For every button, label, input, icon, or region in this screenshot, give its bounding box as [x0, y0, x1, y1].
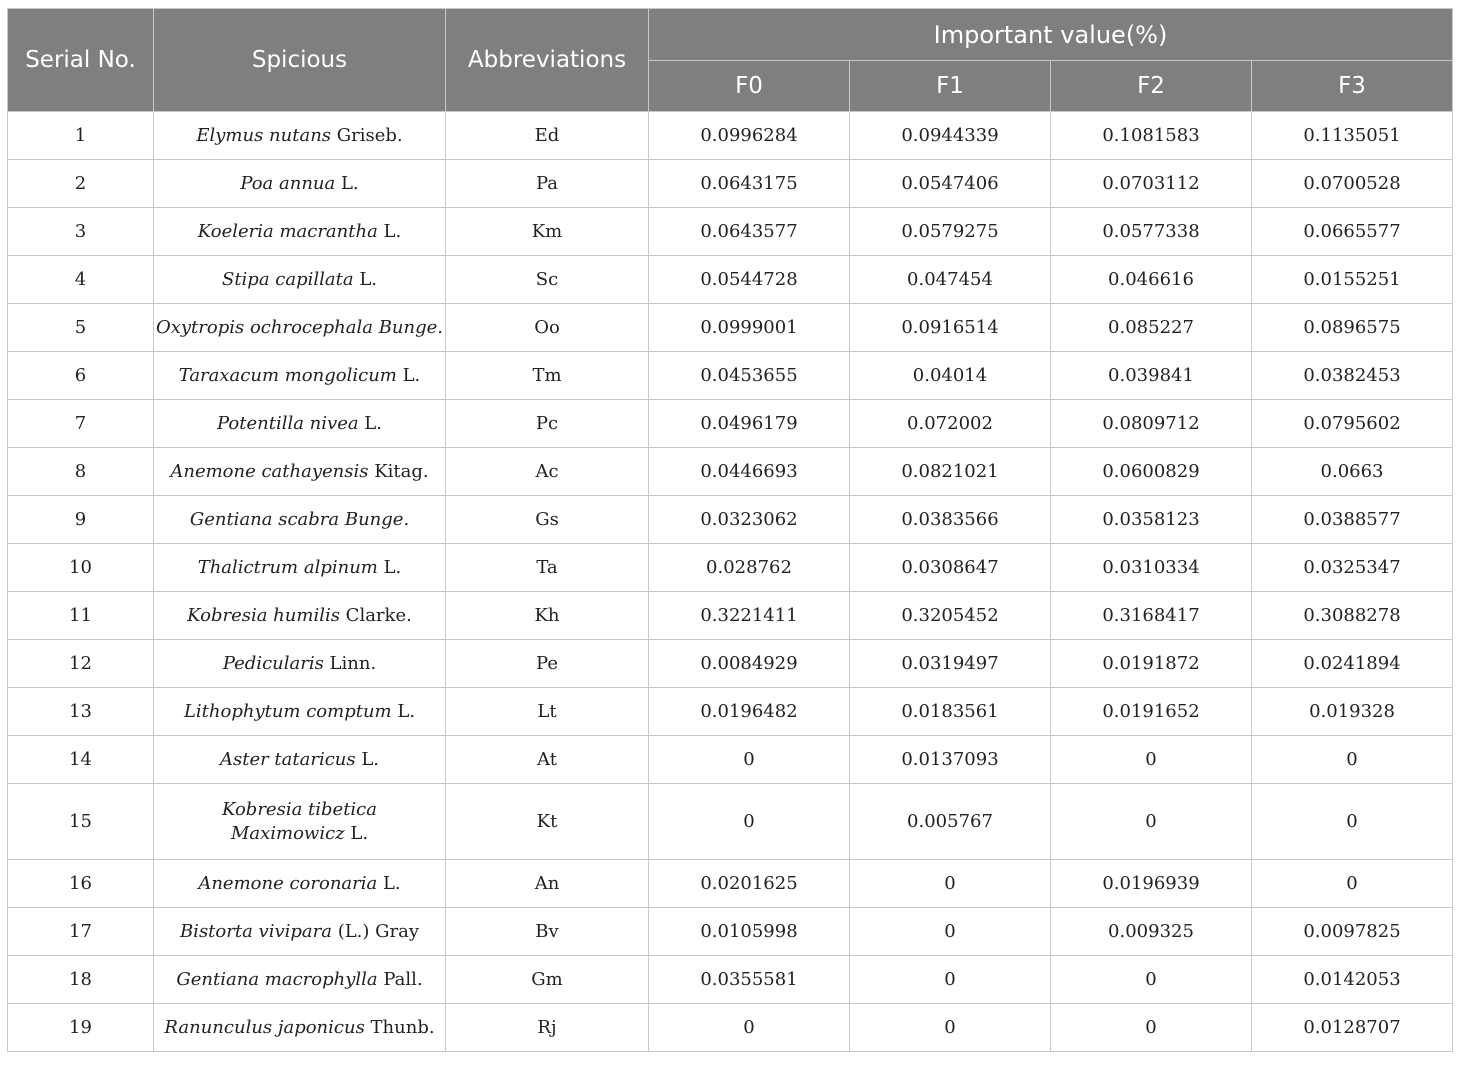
cell-value-f1: 0.047454 — [850, 256, 1051, 304]
table-row — [8, 352, 1453, 400]
cell-species — [154, 160, 446, 208]
species-authority: L. — [377, 556, 402, 578]
cell-value-f2: 0.1081583 — [1051, 112, 1252, 160]
cell-species — [154, 1004, 446, 1052]
cell-abbreviation: At — [446, 736, 649, 784]
cell-abbreviation: Pa — [446, 160, 649, 208]
cell-value-f2: 0.0600829 — [1051, 448, 1252, 496]
cell-value-f3: 0.0155251 — [1252, 256, 1453, 304]
species-scientific-name: Thalictrum alpinum — [197, 556, 378, 578]
table-row — [8, 1004, 1453, 1052]
cell-value-f3: 0.0700528 — [1252, 160, 1453, 208]
species-scientific-name: Aster tataricus — [219, 748, 356, 770]
table-row — [8, 784, 1453, 860]
header-f0: F0 — [649, 61, 850, 112]
cell-species — [154, 860, 446, 908]
species-scientific-name: Gentiana scabra Bunge. — [189, 508, 410, 530]
species-scientific-name: Elymus nutans — [196, 124, 332, 146]
header-important-value: Important value(%) — [649, 9, 1453, 61]
cell-value-f0: 0.028762 — [649, 544, 850, 592]
species-authority: L. — [377, 872, 401, 894]
cell-value-f0: 0.0201625 — [649, 860, 850, 908]
cell-value-f3: 0.0128707 — [1252, 1004, 1453, 1052]
cell-value-f0: 0.0544728 — [649, 256, 850, 304]
cell-value-f2: 0.085227 — [1051, 304, 1252, 352]
cell-abbreviation: Ta — [446, 544, 649, 592]
cell-value-f2: 0.046616 — [1051, 256, 1252, 304]
cell-value-f1: 0.0137093 — [850, 736, 1051, 784]
cell-species — [154, 112, 446, 160]
species-authority: Linn. — [323, 652, 377, 674]
cell-value-f3: 0.0665577 — [1252, 208, 1453, 256]
cell-value-f1: 0 — [850, 956, 1051, 1004]
cell-serial-no: 7 — [8, 400, 154, 448]
cell-value-f0: 0.0084929 — [649, 640, 850, 688]
cell-value-f1: 0.005767 — [850, 784, 1051, 860]
cell-abbreviation: Oo — [446, 304, 649, 352]
species-authority-line2: L. — [344, 822, 369, 844]
table-row — [8, 496, 1453, 544]
table-row — [8, 688, 1453, 736]
species-scientific-name: Potentilla nivea — [217, 412, 359, 434]
cell-value-f2: 0 — [1051, 1004, 1252, 1052]
cell-species — [154, 688, 446, 736]
cell-species — [154, 304, 446, 352]
species-authority: L. — [335, 172, 359, 194]
cell-value-f2: 0 — [1051, 736, 1252, 784]
cell-value-f1: 0.0183561 — [850, 688, 1051, 736]
cell-abbreviation: Rj — [446, 1004, 649, 1052]
cell-value-f2: 0.0577338 — [1051, 208, 1252, 256]
cell-abbreviation: Sc — [446, 256, 649, 304]
species-scientific-name: Ranunculus japonicus — [164, 1016, 365, 1038]
cell-serial-no: 8 — [8, 448, 154, 496]
table-row — [8, 592, 1453, 640]
species-scientific-name: Pedicularis — [222, 652, 324, 674]
species-scientific-name: Anemone coronaria — [198, 872, 378, 894]
table-row — [8, 160, 1453, 208]
cell-serial-no: 13 — [8, 688, 154, 736]
cell-abbreviation: An — [446, 860, 649, 908]
species-authority: Clarke. — [339, 604, 412, 626]
cell-abbreviation: Lt — [446, 688, 649, 736]
species-scientific-name: Koeleria macrantha — [197, 220, 378, 242]
species-scientific-name: Lithophytum comptum — [183, 700, 392, 722]
table-row — [8, 304, 1453, 352]
species-authority: L. — [396, 364, 421, 386]
cell-value-f1: 0.0547406 — [850, 160, 1051, 208]
table-row — [8, 640, 1453, 688]
cell-value-f2: 0.0191652 — [1051, 688, 1252, 736]
cell-value-f3: 0.019328 — [1252, 688, 1453, 736]
cell-value-f0: 0.0355581 — [649, 956, 850, 1004]
cell-value-f2: 0 — [1051, 956, 1252, 1004]
cell-value-f0: 0.0496179 — [649, 400, 850, 448]
table-row — [8, 112, 1453, 160]
cell-species — [154, 956, 446, 1004]
cell-species — [154, 208, 446, 256]
header-f2: F2 — [1051, 61, 1252, 112]
table-body — [8, 112, 1453, 1052]
cell-abbreviation: Gs — [446, 496, 649, 544]
cell-value-f2: 0.0358123 — [1051, 496, 1252, 544]
cell-value-f2: 0.0191872 — [1051, 640, 1252, 688]
species-scientific-name: Poa annua — [240, 172, 336, 194]
header-species: Spicious — [154, 9, 446, 112]
cell-value-f1: 0.0383566 — [850, 496, 1051, 544]
cell-serial-no: 12 — [8, 640, 154, 688]
species-scientific-name: Bistorta vivipara — [179, 920, 332, 942]
table-row — [8, 256, 1453, 304]
cell-species — [154, 256, 446, 304]
cell-value-f3: 0 — [1252, 860, 1453, 908]
header-f1: F1 — [850, 61, 1051, 112]
cell-species — [154, 352, 446, 400]
cell-value-f1: 0 — [850, 908, 1051, 956]
species-scientific-name: Kobresia humilis — [187, 604, 340, 626]
species-scientific-name: Stipa capillata — [221, 268, 354, 290]
cell-value-f0: 0.0999001 — [649, 304, 850, 352]
cell-serial-no: 2 — [8, 160, 154, 208]
cell-serial-no: 10 — [8, 544, 154, 592]
cell-abbreviation: Kt — [446, 784, 649, 860]
cell-abbreviation: Kh — [446, 592, 649, 640]
cell-value-f0: 0.0643175 — [649, 160, 850, 208]
table-row — [8, 544, 1453, 592]
cell-serial-no: 18 — [8, 956, 154, 1004]
cell-species — [154, 400, 446, 448]
cell-species — [154, 448, 446, 496]
cell-serial-no: 4 — [8, 256, 154, 304]
table-row — [8, 448, 1453, 496]
cell-species — [154, 496, 446, 544]
cell-value-f2: 0.0809712 — [1051, 400, 1252, 448]
cell-species — [154, 908, 446, 956]
species-authority: L. — [377, 220, 402, 242]
species-authority: L. — [355, 748, 380, 770]
cell-value-f1: 0 — [850, 860, 1051, 908]
cell-serial-no: 11 — [8, 592, 154, 640]
header-serial: Serial No. — [8, 9, 154, 112]
cell-serial-no: 9 — [8, 496, 154, 544]
cell-value-f1: 0.0319497 — [850, 640, 1051, 688]
cell-value-f3: 0.0388577 — [1252, 496, 1453, 544]
cell-species — [154, 736, 446, 784]
table-row — [8, 956, 1453, 1004]
species-scientific-name: Anemone cathayensis — [170, 460, 369, 482]
cell-value-f1: 0.04014 — [850, 352, 1051, 400]
cell-value-f3: 0 — [1252, 784, 1453, 860]
species-authority: L. — [358, 412, 382, 434]
cell-value-f2: 0.0310334 — [1051, 544, 1252, 592]
cell-value-f3: 0.0097825 — [1252, 908, 1453, 956]
cell-value-f2: 0.3168417 — [1051, 592, 1252, 640]
table-row — [8, 908, 1453, 956]
cell-species — [154, 784, 446, 860]
cell-abbreviation: Ed — [446, 112, 649, 160]
cell-serial-no: 17 — [8, 908, 154, 956]
species-authority: (L.) Gray — [331, 920, 420, 942]
cell-value-f0: 0.3221411 — [649, 592, 850, 640]
cell-value-f3: 0 — [1252, 736, 1453, 784]
species-scientific-name: Kobresia tibetica — [222, 798, 377, 820]
cell-serial-no: 1 — [8, 112, 154, 160]
species-scientific-name: Gentiana macrophylla — [176, 968, 378, 990]
cell-value-f0: 0 — [649, 736, 850, 784]
importance-value-table — [7, 8, 1453, 1052]
cell-value-f1: 0.0821021 — [850, 448, 1051, 496]
cell-abbreviation: Km — [446, 208, 649, 256]
cell-value-f2: 0.0196939 — [1051, 860, 1252, 908]
cell-serial-no: 14 — [8, 736, 154, 784]
cell-serial-no: 16 — [8, 860, 154, 908]
cell-value-f3: 0.0896575 — [1252, 304, 1453, 352]
cell-abbreviation: Bv — [446, 908, 649, 956]
cell-serial-no: 5 — [8, 304, 154, 352]
species-authority: Pall. — [377, 968, 423, 990]
cell-abbreviation: Pc — [446, 400, 649, 448]
cell-value-f0: 0.0105998 — [649, 908, 850, 956]
cell-value-f3: 0.0325347 — [1252, 544, 1453, 592]
cell-value-f1: 0.072002 — [850, 400, 1051, 448]
cell-value-f2: 0 — [1051, 784, 1252, 860]
cell-value-f0: 0.0996284 — [649, 112, 850, 160]
cell-value-f1: 0.0579275 — [850, 208, 1051, 256]
cell-serial-no: 6 — [8, 352, 154, 400]
cell-value-f3: 0.0241894 — [1252, 640, 1453, 688]
cell-value-f1: 0 — [850, 1004, 1051, 1052]
cell-value-f1: 0.0944339 — [850, 112, 1051, 160]
table-header — [8, 9, 1453, 112]
cell-serial-no: 15 — [8, 784, 154, 860]
species-scientific-name: Taraxacum mongolicum — [178, 364, 397, 386]
cell-species — [154, 592, 446, 640]
table-row — [8, 208, 1453, 256]
cell-value-f0: 0.0196482 — [649, 688, 850, 736]
cell-value-f1: 0.0308647 — [850, 544, 1051, 592]
cell-value-f2: 0.0703112 — [1051, 160, 1252, 208]
cell-value-f3: 0.1135051 — [1252, 112, 1453, 160]
cell-value-f0: 0.0446693 — [649, 448, 850, 496]
header-abbreviations: Abbreviations — [446, 9, 649, 112]
table-row — [8, 400, 1453, 448]
cell-value-f2: 0.039841 — [1051, 352, 1252, 400]
cell-value-f0: 0.0453655 — [649, 352, 850, 400]
cell-value-f1: 0.0916514 — [850, 304, 1051, 352]
cell-species — [154, 640, 446, 688]
cell-value-f2: 0.009325 — [1051, 908, 1252, 956]
table-row — [8, 860, 1453, 908]
species-scientific-name-line2: Maximowicz — [230, 822, 345, 844]
species-scientific-name: Oxytropis ochrocephala Bunge. — [155, 316, 444, 338]
cell-species — [154, 544, 446, 592]
species-authority: L. — [391, 700, 416, 722]
cell-abbreviation: Gm — [446, 956, 649, 1004]
cell-serial-no: 3 — [8, 208, 154, 256]
species-authority: Thunb. — [364, 1016, 435, 1038]
cell-abbreviation: Tm — [446, 352, 649, 400]
cell-value-f0: 0.0643577 — [649, 208, 850, 256]
cell-value-f0: 0.0323062 — [649, 496, 850, 544]
cell-value-f3: 0.3088278 — [1252, 592, 1453, 640]
cell-value-f3: 0.0663 — [1252, 448, 1453, 496]
cell-value-f0: 0 — [649, 784, 850, 860]
cell-value-f3: 0.0795602 — [1252, 400, 1453, 448]
cell-value-f0: 0 — [649, 1004, 850, 1052]
species-authority: L. — [353, 268, 377, 290]
cell-value-f3: 0.0142053 — [1252, 956, 1453, 1004]
header-f3: F3 — [1252, 61, 1453, 112]
cell-serial-no: 19 — [8, 1004, 154, 1052]
cell-value-f1: 0.3205452 — [850, 592, 1051, 640]
species-authority: Kitag. — [368, 460, 429, 482]
cell-abbreviation: Ac — [446, 448, 649, 496]
species-authority: Griseb. — [331, 124, 403, 146]
table-row — [8, 736, 1453, 784]
cell-value-f3: 0.0382453 — [1252, 352, 1453, 400]
cell-abbreviation: Pe — [446, 640, 649, 688]
